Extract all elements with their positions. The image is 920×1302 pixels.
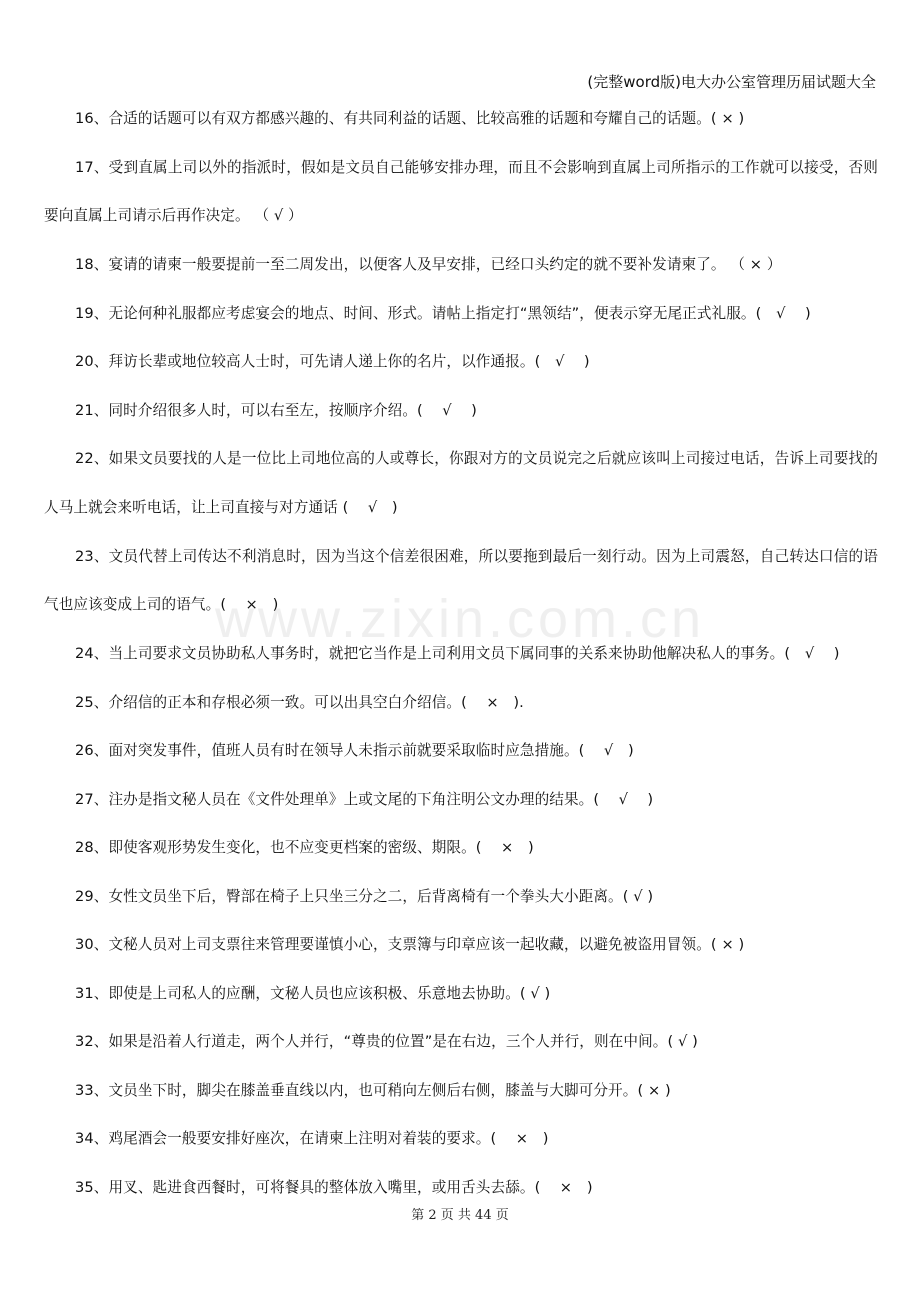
question-20: 20、拜访长辈或地位较高人士时，可先请人递上你的名片，以作通报。( √ ) — [75, 353, 590, 370]
question-31: 31、即使是上司私人的应酬，文秘人员也应该积极、乐意地去协助。( √ ) — [75, 984, 551, 1002]
question-17: 17、受到直属上司以外的指派时，假如是文员自己能够安排办理，而且不会影响到直属上司所指示的工作就可以接受，否则要向直属上司请示后再作决定。 （ √ ） — [44, 158, 878, 224]
question-21: 21、同时介绍很多人时，可以右至左，按顺序介绍。( √ ) — [75, 401, 477, 419]
question-25: 25、介绍信的正本和存根必须一致。可以出具空白介绍信。( × ). — [75, 693, 524, 711]
question-16: 16、合适的话题可以有双方都感兴趣的、有共同利益的话题、比较高雅的话题和夸耀自己的话题。( × ) — [75, 110, 745, 127]
question-27: 27、注办是指文秘人员在《文件处理单》上或文尾的下角注明公文办理的结果。( √ ) — [75, 790, 654, 808]
question-19: 19、无论何种礼服都应考虑宴会的地点、时间、形式。请帖上指定打“黑领结”，便表示穿无尾正式礼服。( √ ) — [75, 304, 811, 322]
question-list — [44, 107, 878, 1224]
question-24: 24、当上司要求文员协助私人事务时，就把它当作是上司利用文员下属同事的关系来协助他解决私人的事务。( √ ) — [75, 645, 840, 662]
question-34: 34、鸡尾酒会一般要安排好座次，在请柬上注明对着装的要求。( × ) — [75, 1130, 549, 1147]
watermark: www.zixin.com.cn — [214, 589, 706, 649]
page-number: 第 2 页 共 44 页 — [411, 1208, 509, 1223]
question-22: 22、如果文员要找的人是一位比上司地位高的人或尊长，你跟对方的文员说完之后就应该叫上司接过电话，告诉上司要找的人马上就会来听电话，让上司直接与对方通话 ( √ ) — [44, 450, 878, 516]
question-26: 26、面对突发事件，值班人员有时在领导人未指示前就要采取临时应急措施。( √ ) — [75, 742, 634, 759]
question-28: 28、即使客观形势发生变化，也不应变更档案的密级、期限。( × ) — [75, 839, 534, 856]
question-18: 18、宴请的请柬一般要提前一至二周发出，以便客人及早安排，已经口头约定的就不要补发请柬了。 （ × ） — [75, 256, 782, 273]
question-30: 30、文秘人员对上司支票往来管理要谨慎小心，支票簿与印章应该一起收藏，以避免被盗用冒领。( × ) — [75, 936, 745, 953]
question-23: 23、文员代替上司传达不利消息时，因为当这个信差很困难，所以要拖到最后一刻行动。因为上司震怒，自己转达口信的语气也应该变成上司的语气。( × ) — [44, 547, 878, 613]
question-35: 35、用叉、匙进食西餐时，可将餐具的整体放入嘴里，或用舌头去舔。( × ) — [75, 1178, 593, 1196]
question-33: 33、文员坐下时，脚尖在膝盖垂直线以内，也可稍向左侧后右侧，膝盖与大脚可分开。( × ) — [75, 1081, 671, 1099]
question-29: 29、女性文员坐下后，臀部在椅子上只坐三分之二，后背离椅有一个拳头大小距离。( √ ) — [75, 887, 654, 905]
document-title: (完整word版)电大办公室管理历届试题大全 — [587, 73, 876, 91]
question-32: 32、如果是沿着人行道走，两个人并行，“尊贵的位置”是在右边，三个人并行，则在中间。( √ ) — [75, 1033, 698, 1050]
